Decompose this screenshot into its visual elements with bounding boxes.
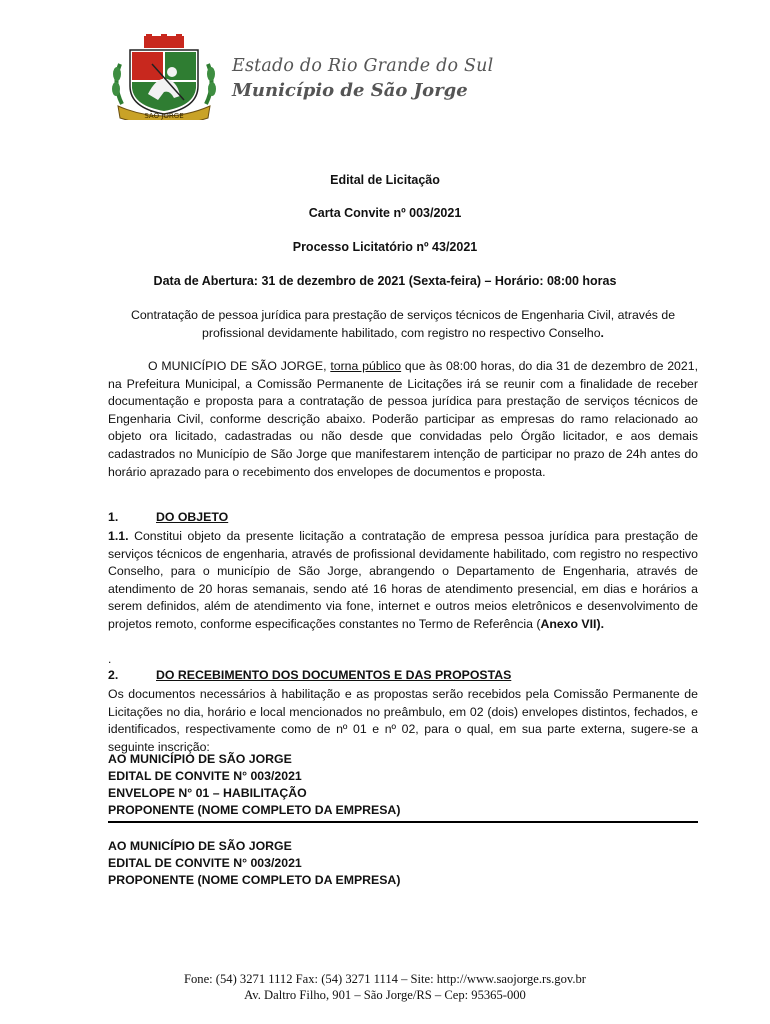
- intro-body: que às 08:00 horas, do dia 31 de dezembro de 2021, na Prefeitura Municipal, a Comissão Permanente de Licitações irá se reunir com a finalidade de receber documentação e proposta para a contratação de pessoa jurídica para prestação de serviços técnicos de Engenharia Civil, conforme descrição abaixo. Poderão participar as empresas do ramo relacionado ao objeto ora licitado, cadastradas ou não desde que convidadas pelo Órgão licitador, e aos demais cadastrados no Município de São Jorge que manifestarem intenção de participar no prazo de 24h antes do horário aprazado para o recebimento dos envelopes de documentos e proposta.: [108, 359, 698, 479]
- crest-banner-text: SÃO JORGE: [144, 112, 184, 120]
- intro-opening: O MUNICÍPIO DE SÃO JORGE,: [148, 359, 331, 373]
- object-summary: [108, 306, 698, 342]
- title-carta-convite: Carta Convite nº 003/2021: [308, 206, 462, 220]
- section-1-paragraph: [108, 528, 698, 634]
- intro-underlined: torna público: [330, 359, 402, 373]
- divider-rule: [108, 821, 698, 823]
- section-2-paragraph: Os documentos necessários à habilitação e as propostas serão recebidos pela Comissão Permanente de Licitações no dia, horário e local mencionados no preâmbulo, em 02 (dois) envelopes distintos, fechados, e identificados, respectivamente como de nº 01 e nº 02, para o qual, em sua parte externa, sugere-se a seguinte inscrição:: [108, 687, 698, 754]
- section-2-heading: [108, 668, 698, 682]
- title-data-abertura: Data de Abertura: 31 de dezembro de 2021 (Sexta-feira) – Horário: 08:00 horas: [153, 274, 617, 288]
- envelope-1-line-4: PROPONENTE (NOME COMPLETO DA EMPRESA): [108, 803, 401, 817]
- section-2-number: 2.: [108, 668, 119, 682]
- letterhead: [108, 34, 508, 120]
- title-processo: Processo Licitatório nº 43/2021: [292, 240, 478, 254]
- intro-paragraph: [108, 358, 698, 481]
- section-1-annex: Anexo VII).: [540, 616, 604, 631]
- section-1-item-number: 1.1.: [108, 529, 129, 543]
- envelope-2-line-3: PROPONENTE (NOME COMPLETO DA EMPRESA): [108, 873, 401, 887]
- municipal-crest-icon: [108, 34, 220, 120]
- section-1-text: Constitui objeto da presente licitação a contratação de empresa pessoa jurídica para prestação de serviços técnicos de engenharia, através de profissional devidamente habilitado, com registro no respectivo Conselho, para o município de São Jorge, abrangendo o Departamento de Engenharia, através de atendimento de 20 horas semanais, sendo até 16 horas de atendimento presencial, em dias e horários a serem definidos, além de atendimento via fone, internet e outros meios eletrônicos e desenvolvimento de projetos remoto, conforme especificações constantes no Termo de Referência (: [108, 529, 698, 631]
- section-2-title: DO RECEBIMENTO DOS DOCUMENTOS E DAS PROPOSTAS: [156, 668, 512, 682]
- envelope-2-line-2: EDITAL DE CONVITE N° 003/2021: [108, 856, 302, 870]
- envelope-2-line-1: AO MUNICÍPIO DE SÃO JORGE: [108, 839, 292, 853]
- section-1-heading: [108, 510, 698, 524]
- title-edital: Edital de Licitação: [330, 173, 440, 187]
- footer-address: Av. Daltro Filho, 901 – São Jorge/RS – Cep: 95365-000: [244, 988, 526, 1002]
- municipality-name: Município de São Jorge: [232, 80, 468, 101]
- envelope-1-line-1: AO MUNICÍPIO DE SÃO JORGE: [108, 752, 292, 766]
- section-1-trailing-dot: .: [108, 652, 112, 666]
- footer-contact: Fone: (54) 3271 1112 Fax: (54) 3271 1114 – Site: http://www.saojorge.rs.gov.br: [183, 972, 587, 986]
- envelope-1-line-3: ENVELOPE N° 01 – HABILITAÇÃO: [108, 786, 307, 800]
- state-name: Estado do Rio Grande do Sul: [232, 56, 494, 76]
- object-summary-text: Contratação de pessoa jurídica para prestação de serviços técnicos de Engenharia Civil, através de profissional devidamente habilitado, com registro no respectivo Conselho: [130, 308, 676, 340]
- section-1-number: 1.: [108, 510, 119, 524]
- object-summary-period: .: [600, 326, 604, 340]
- section-1-title: DO OBJETO: [156, 510, 229, 524]
- envelope-1-line-2: EDITAL DE CONVITE N° 003/2021: [108, 769, 302, 783]
